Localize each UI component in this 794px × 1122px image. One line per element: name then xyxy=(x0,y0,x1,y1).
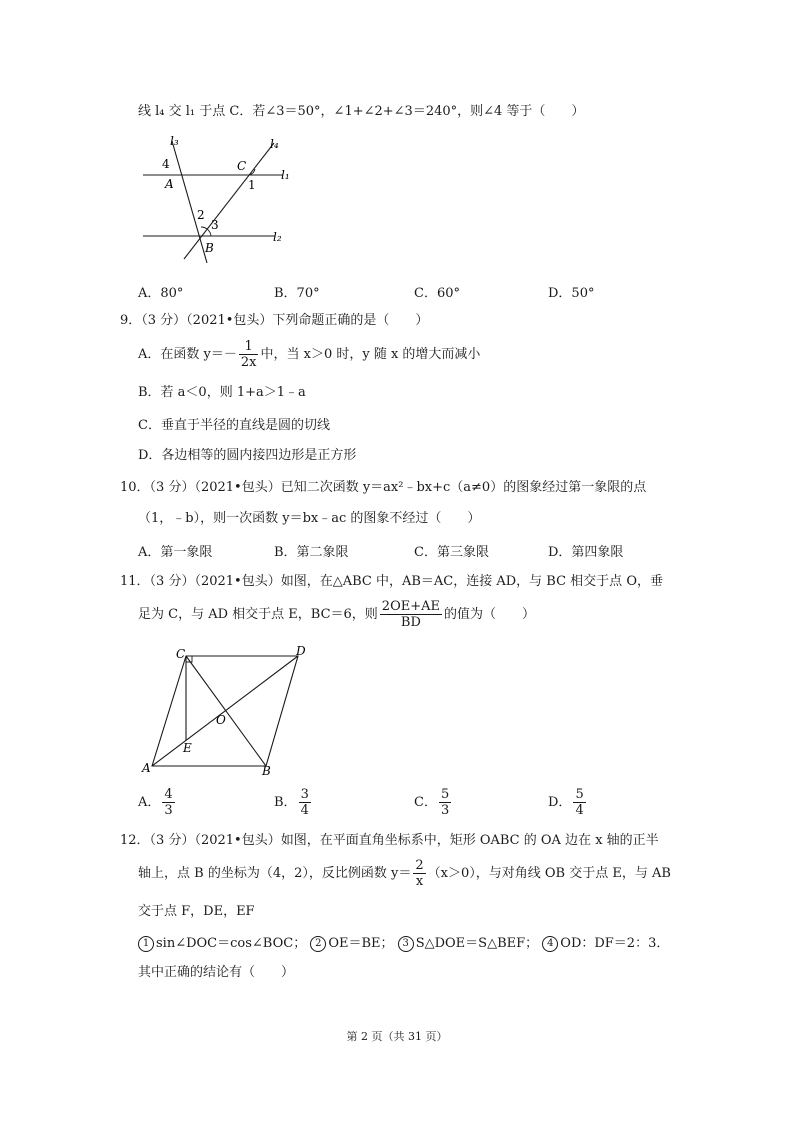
q11-option-a xyxy=(138,787,177,818)
q11-option-d-letter: D． xyxy=(548,795,572,810)
q12-stem-line2 xyxy=(138,857,671,891)
label-l3: l₃ xyxy=(170,135,179,148)
q9-option-a xyxy=(138,339,480,371)
q8-stem-tail: 线 l₄ 交 l₁ 于点 C．若∠3＝50°，∠1+∠2+∠3＝240°，则∠4 等于（ ） xyxy=(138,104,585,119)
point-B-label: B xyxy=(205,241,214,255)
q12-stem-line1: 12．（3 分）（2021•包头）如图，在平面直角坐标系中，矩形 OABC 的 OA 边在 x 轴的正半 xyxy=(120,833,659,848)
label-l1: l₁ xyxy=(281,168,290,182)
q9-option-d: D．各边相等的圆内接四边形是正方形 xyxy=(138,448,357,463)
segment-CB xyxy=(186,656,266,766)
q11-option-a-den: 3 xyxy=(164,803,173,818)
q9-fraction-num: 1 xyxy=(239,339,259,355)
q9-fraction-den: 2x xyxy=(240,355,257,370)
angle-3-label: 3 xyxy=(211,218,219,232)
point-A-label: A xyxy=(165,177,174,191)
point-C-label: C xyxy=(176,647,186,661)
q10-option-c: C．第三象限 xyxy=(414,545,489,560)
q12-conclusion: 其中正确的结论有（ ） xyxy=(138,965,295,980)
q10-option-a: A．第一象限 xyxy=(138,545,213,560)
statement-1-mark: 1 xyxy=(138,936,154,952)
q9-option-c: C．垂直于半径的直线是圆的切线 xyxy=(138,418,330,433)
point-O-label: O xyxy=(216,713,226,727)
statement-4-mark: 4 xyxy=(542,936,558,952)
q11-option-d-num: 5 xyxy=(575,787,584,802)
q9-option-a-suffix: 中，当 x＞0 时，y 随 x 的增大而减小 xyxy=(260,347,481,362)
angle-1-label: 1 xyxy=(248,178,256,192)
q11-option-b-frac xyxy=(299,787,311,818)
statement-3-mark: 3 xyxy=(398,936,414,952)
q12-fraction xyxy=(413,858,425,889)
point-E-label: E xyxy=(183,741,192,755)
q11-option-c-letter: C． xyxy=(414,795,437,810)
q8-option-c: C．60° xyxy=(414,286,460,301)
q11-option-c-den: 3 xyxy=(440,803,450,818)
line-l3 xyxy=(172,141,207,263)
q8-option-a: A．80° xyxy=(138,286,184,301)
angle-2-label: 2 xyxy=(197,208,205,222)
q11-stem-line2-suffix: 的值为（ ） xyxy=(444,607,536,622)
q12-fraction-den: x xyxy=(415,874,424,889)
q11-option-a-num: 4 xyxy=(164,787,173,802)
q11-option-b-num: 3 xyxy=(300,787,309,802)
segment-AD xyxy=(152,656,298,766)
line-l4 xyxy=(184,143,274,259)
angle-4-label: 4 xyxy=(162,157,170,171)
q10-stem-line1: 10．（3 分）（2021•包头）已知二次函数 y＝ax²﹣bx+c（a≠0）的图象经过第一象限的点 xyxy=(120,480,647,495)
q8-figure xyxy=(135,135,315,270)
page-footer: 第 2 页（共 31 页） xyxy=(346,1030,448,1043)
q11-stem-line2-prefix: 足为 C，与 AD 相交于点 E，BC＝6，则 xyxy=(138,607,378,622)
point-B-label: B xyxy=(262,764,271,777)
point-D-label: D xyxy=(296,644,306,658)
q11-option-c xyxy=(414,787,453,818)
q11-option-b xyxy=(274,787,313,818)
q11-option-d xyxy=(548,787,588,818)
q11-option-b-letter: B． xyxy=(274,795,297,810)
q11-option-b-den: 4 xyxy=(300,803,309,818)
q11-stem-line2 xyxy=(138,598,535,632)
q11-fraction xyxy=(380,599,442,630)
q11-fraction-num: 2OE+AE xyxy=(381,599,440,614)
q12-stem-line3: 交于点 F，DE，EF xyxy=(138,904,255,919)
statement-2-mark: 2 xyxy=(310,936,326,952)
q10-option-d: D．第四象限 xyxy=(548,545,624,560)
q8-option-d: D．50° xyxy=(548,286,595,301)
q9-option-b: B．若 a＜0，则 1+a＞1﹣a xyxy=(138,385,306,400)
q11-fraction-den: BD xyxy=(400,615,421,630)
label-l4: l₄ xyxy=(270,137,279,151)
q8-option-b: B．70° xyxy=(274,286,320,301)
q11-option-c-frac xyxy=(439,787,451,818)
statement-1-text: sin∠DOC＝cos∠BOC； xyxy=(156,936,307,951)
point-C-label: C xyxy=(237,159,247,173)
q11-option-d-den: 4 xyxy=(575,803,584,818)
statement-4-text: OD：DF＝2：3． xyxy=(560,936,670,951)
q9-option-a-prefix: A．在函数 y＝－ xyxy=(138,347,237,362)
q11-option-a-letter: A． xyxy=(138,795,161,810)
q12-fraction-num: 2 xyxy=(415,858,424,873)
q12-stem-line2-suffix: （x＞0），与对角线 OB 交于点 E，与 AB xyxy=(427,866,671,881)
q12-stem-line2-prefix: 轴上，点 B 的坐标为（4，2），反比例函数 y＝ xyxy=(138,866,412,881)
q11-option-d-frac xyxy=(573,787,585,818)
q12-statements xyxy=(138,935,669,953)
q10-stem-line2: （1，﹣b），则一次函数 y＝bx﹣ac 的图象不经过（ ） xyxy=(138,511,481,526)
q11-option-a-frac xyxy=(162,787,174,818)
q10-option-b: B．第二象限 xyxy=(274,545,349,560)
statement-3-text: S△DOE＝S△BEF； xyxy=(415,936,539,951)
q9-stem: 9．（3 分）（2021•包头）下列命题正确的是（ ） xyxy=(120,313,429,328)
q11-stem-line1: 11．（3 分）（2021•包头）如图，在△ABC 中，AB＝AC，连接 AD，与 BC 相交于点 O，垂 xyxy=(120,574,663,589)
label-l2: l₂ xyxy=(273,230,282,244)
q11-option-c-num: 5 xyxy=(440,787,450,802)
q11-figure xyxy=(138,642,328,777)
q9-fraction xyxy=(239,339,259,370)
statement-2-text: OE＝BE； xyxy=(328,936,394,951)
point-A-label: A xyxy=(142,761,151,775)
